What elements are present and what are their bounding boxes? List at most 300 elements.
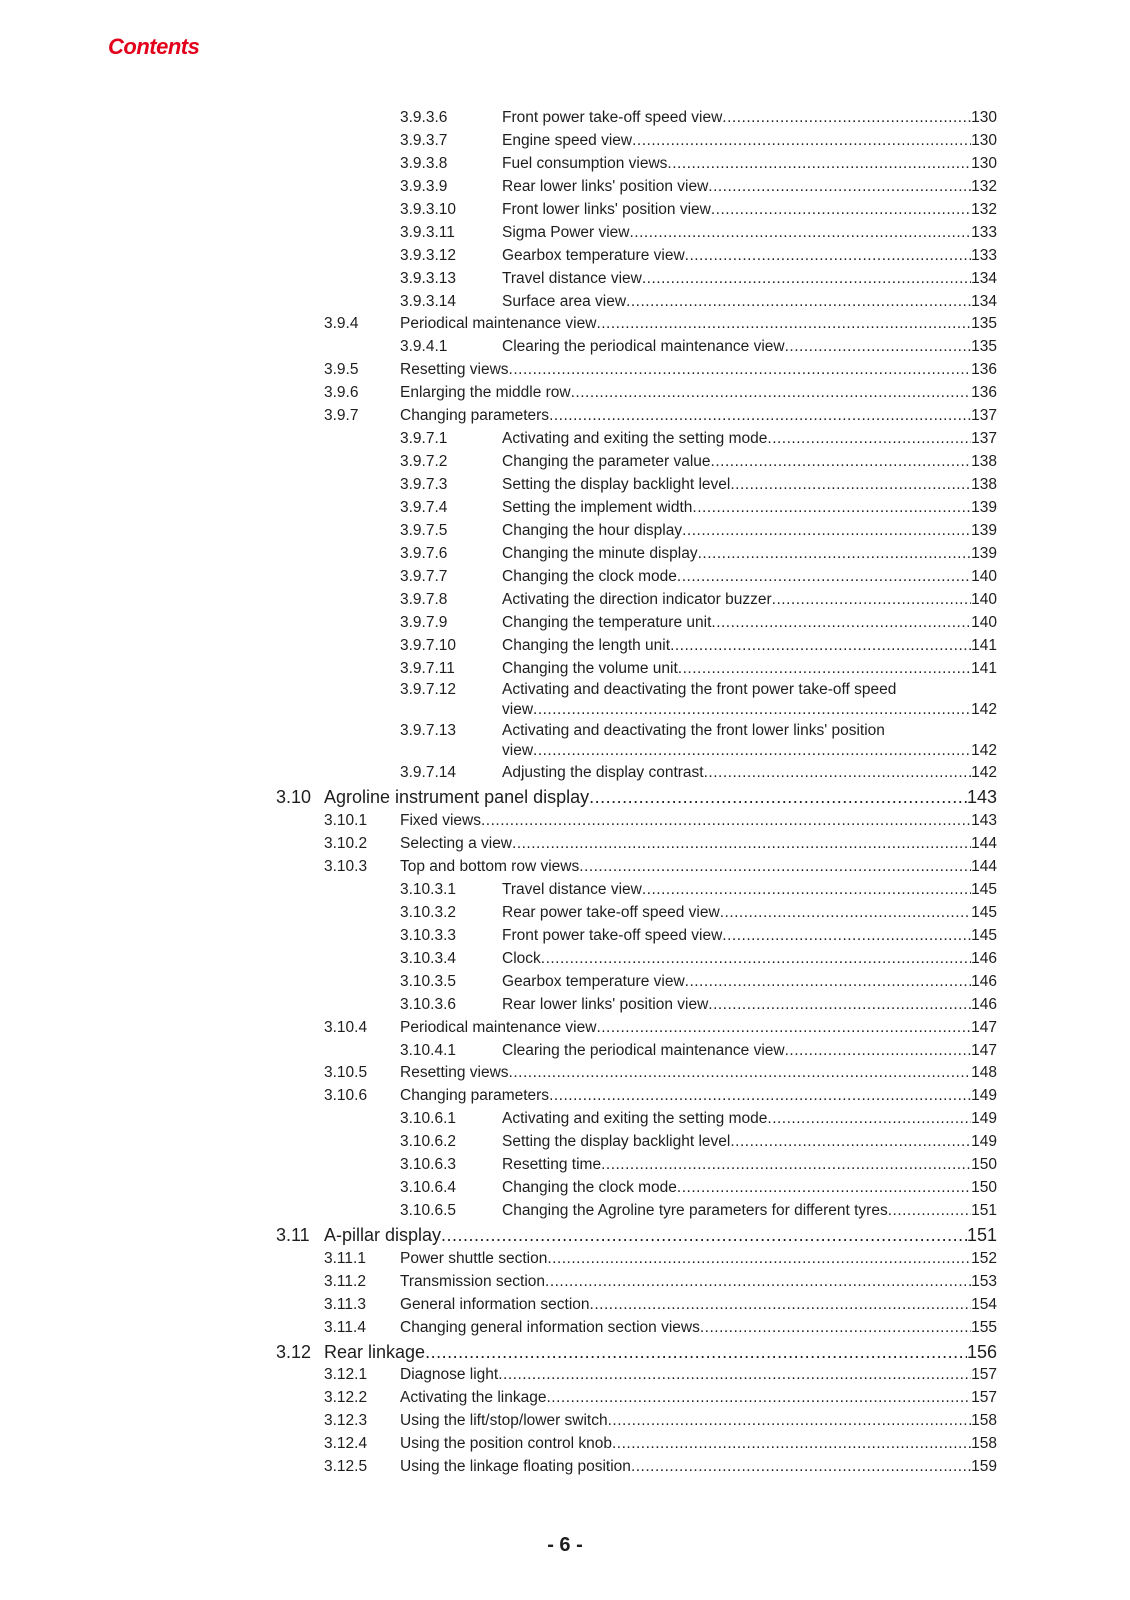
toc-entry[interactable]: [0, 589, 1130, 612]
toc-entry-title-text: Changing the hour display: [502, 521, 683, 539]
toc-entry-title-text: Rear linkage: [324, 1341, 426, 1362]
toc-entry[interactable]: [0, 405, 1130, 428]
toc-entry-number: 3.9.7.8: [400, 590, 448, 608]
toc-entry-number: 3.9.6: [324, 384, 359, 402]
toc-entry-title: [502, 336, 997, 359]
dot-leader: [612, 1433, 971, 1456]
toc-entry[interactable]: [0, 635, 1130, 658]
toc-entry-page: 142: [971, 742, 997, 760]
toc-entry-number: 3.12.5: [324, 1458, 368, 1476]
dot-leader: [481, 810, 971, 833]
dot-leader: [608, 1410, 972, 1433]
toc-entry-title: [502, 879, 997, 902]
toc-entry-number: 3.9.3.8: [400, 154, 448, 172]
dot-leader: [545, 1271, 971, 1294]
toc-entry[interactable]: [0, 612, 1130, 635]
toc-entry[interactable]: [0, 925, 1130, 948]
toc-entry-title: [502, 199, 997, 222]
dot-leader: [549, 1085, 971, 1108]
toc-entry[interactable]: [0, 1085, 1130, 1108]
toc-entry-title-text: Front power take-off speed view: [502, 926, 723, 944]
toc-entry-title-text: Changing the length unit: [502, 636, 671, 654]
toc-entry-page: 143: [971, 812, 997, 830]
toc-entry-title: [502, 925, 997, 948]
toc-entry-title: [324, 1223, 997, 1248]
toc-entry-title-text: Activating the linkage: [400, 1389, 547, 1407]
toc-entry-number: 3.10.3: [324, 858, 368, 876]
dot-leader: [642, 879, 971, 902]
toc-entry-page: 150: [971, 1179, 997, 1197]
toc-entry-page: 140: [971, 590, 997, 608]
toc-entry-page: 145: [971, 903, 997, 921]
toc-entry-number: 3.9.7: [324, 407, 359, 425]
toc-entry[interactable]: [0, 1108, 1130, 1131]
toc-entry-title-continuation: view: [502, 742, 534, 760]
toc-entry[interactable]: [0, 1131, 1130, 1154]
toc-entry-title: [502, 948, 997, 971]
dot-leader: [730, 474, 971, 497]
toc-entry-title: [502, 451, 997, 474]
toc-entry[interactable]: [0, 680, 1130, 721]
dot-leader: [541, 948, 971, 971]
toc-entry-page: 149: [971, 1133, 997, 1151]
toc-entry[interactable]: [0, 382, 1130, 405]
toc-entry-title: [400, 810, 997, 833]
toc-entry-title: [502, 428, 997, 451]
toc-entry[interactable]: [0, 176, 1130, 199]
toc-entry-page: 142: [971, 764, 997, 782]
toc-entry-page: 145: [971, 926, 997, 944]
toc-entry[interactable]: [0, 1433, 1130, 1456]
toc-entry-number: 3.9.7.10: [400, 636, 457, 654]
toc-entry-title: [502, 497, 997, 520]
toc-entry-title-text: Clock: [502, 949, 541, 967]
toc-entry[interactable]: [0, 268, 1130, 291]
dot-leader: [630, 222, 972, 245]
toc-entry-title: [502, 153, 997, 176]
toc-entry-page: 142: [971, 701, 997, 719]
dot-leader: [596, 1017, 971, 1040]
dot-leader: [698, 543, 972, 566]
toc-entry-title-text: Travel distance view: [502, 269, 642, 287]
toc-entry-page: 144: [971, 858, 997, 876]
toc-entry-title-text: Changing the temperature unit: [502, 613, 712, 631]
toc-entry-number: 3.10.3.4: [400, 949, 457, 967]
toc-entry[interactable]: [0, 1294, 1130, 1317]
dot-leader: [711, 451, 972, 474]
dot-leader: [720, 902, 971, 925]
toc-entry-title-text: Activating and exiting the setting mode: [502, 1110, 768, 1128]
toc-entry-title-text: Setting the display backlight level: [502, 476, 731, 493]
dot-leader: [549, 405, 971, 428]
toc-entry-number: 3.10.6.3: [400, 1156, 457, 1174]
toc-entry[interactable]: [0, 199, 1130, 222]
toc-entry[interactable]: [0, 543, 1130, 566]
toc-entry-title: [324, 1340, 997, 1365]
toc-entry-title-text: Changing the Agroline tyre parameters for different tyres: [502, 1202, 888, 1220]
dot-leader: [677, 566, 971, 589]
toc-entry-number: 3.9.7.11: [400, 659, 455, 677]
toc-entry-title-text: Front lower links' position view: [502, 200, 711, 218]
toc-entry[interactable]: [0, 130, 1130, 153]
toc-entry[interactable]: [0, 428, 1130, 451]
dot-leader: [441, 1223, 967, 1248]
toc-entry-title: [400, 1062, 997, 1085]
toc-entry-page: 147: [971, 1041, 997, 1059]
toc-entry[interactable]: [0, 359, 1130, 382]
toc-entry-title: [502, 612, 997, 635]
dot-leader: [509, 1062, 972, 1085]
toc-entry[interactable]: [0, 474, 1130, 497]
toc-entry-title: [400, 1248, 997, 1271]
toc-entry-number: 3.9.5: [324, 361, 359, 379]
dot-leader: [589, 785, 967, 810]
toc-entry-page: 141: [971, 659, 997, 677]
toc-entry-title-text: Fuel consumption views: [502, 154, 668, 172]
toc-entry-title-text: Changing the clock mode: [502, 567, 677, 585]
toc-entry-title-text: Changing the minute display: [502, 544, 698, 562]
toc-entry-title-text: Clearing the periodical maintenance view: [502, 1041, 785, 1059]
toc-entry-page: 140: [971, 613, 997, 631]
toc-entry-title: [502, 474, 997, 497]
toc-entry-title: [502, 291, 997, 314]
dot-leader: [425, 1340, 967, 1365]
toc-entry-title-text: Changing the volume unit: [502, 659, 678, 677]
dot-leader: [678, 658, 971, 681]
dot-leader: [685, 971, 971, 994]
toc-entry-title-text: Gearbox temperature view: [502, 246, 685, 264]
toc-entry-page: 154: [971, 1295, 997, 1313]
toc-entry-title-text: Selecting a view: [400, 835, 513, 853]
toc-entry-page: 139: [971, 521, 997, 539]
toc-entry-title: [324, 785, 997, 810]
toc-entry-page: 151: [971, 1202, 997, 1220]
toc-entry-page: 138: [971, 453, 997, 471]
toc-entry-page: 139: [971, 544, 997, 562]
dot-leader: [631, 1456, 971, 1479]
table-of-contents: [0, 107, 1130, 1479]
toc-entry-title: [502, 762, 997, 785]
toc-entry-number: 3.9.7.5: [400, 521, 448, 539]
toc-entry-title-text: Rear lower links' position view: [502, 995, 709, 1013]
toc-entry[interactable]: [0, 1223, 1130, 1248]
toc-entry-number: 3.9.3.14: [400, 292, 457, 310]
toc-entry-number: 3.12.3: [324, 1412, 368, 1430]
toc-entry-title-text: Using the linkage floating position: [400, 1458, 631, 1476]
toc-entry-page: 149: [971, 1110, 997, 1128]
toc-entry[interactable]: [0, 336, 1130, 359]
toc-entry[interactable]: [0, 721, 1130, 762]
toc-entry-number: 3.10.3.2: [400, 903, 457, 921]
toc-entry-page: 133: [971, 223, 997, 241]
dot-leader: [722, 925, 971, 948]
toc-entry-title: [502, 566, 997, 589]
toc-entry[interactable]: [0, 1317, 1130, 1340]
toc-entry-title: [502, 589, 997, 612]
toc-entry-title-text: Enlarging the middle row: [400, 384, 571, 402]
toc-entry-number: 3.10.4: [324, 1018, 368, 1036]
toc-entry-title-text: Using the position control knob: [400, 1435, 612, 1453]
toc-entry-page: 144: [971, 835, 997, 853]
toc-entry-number: 3.9.3.9: [400, 177, 448, 195]
dot-leader: [632, 130, 971, 153]
toc-entry-title: [400, 1017, 997, 1040]
toc-entry-title-text: Setting the implement width: [502, 498, 693, 516]
toc-entry-title-text: Activating the direction indicator buzzer: [502, 590, 772, 608]
toc-entry-title: [400, 1271, 997, 1294]
toc-entry[interactable]: [0, 658, 1130, 681]
toc-entry-number: 3.9.7.1: [400, 430, 448, 448]
toc-entry-page: 132: [971, 200, 997, 218]
toc-entry-title-text: Diagnose light: [400, 1366, 499, 1384]
toc-entry-number: 3.9.7.12: [400, 681, 457, 699]
toc-entry-number: 3.9.7.14: [400, 764, 457, 782]
toc-entry-title-text: Agroline instrument panel display: [324, 787, 590, 808]
toc-entry[interactable]: [0, 1177, 1130, 1200]
toc-entry-title-text: Rear power take-off speed view: [502, 903, 720, 921]
toc-entry-title: [400, 1085, 997, 1108]
toc-entry[interactable]: [0, 1017, 1130, 1040]
toc-entry-title-text: Top and bottom row views: [400, 858, 580, 876]
toc-entry-page: 132: [971, 177, 997, 195]
toc-entry-title: [502, 680, 997, 721]
toc-entry-title-line: Activating and deactivating the front lower links' position: [502, 722, 885, 740]
toc-entry[interactable]: [0, 879, 1130, 902]
toc-entry-title: [502, 994, 997, 1017]
dot-leader: [700, 1317, 971, 1340]
toc-entry-title: [502, 902, 997, 925]
dot-leader: [509, 359, 972, 382]
dot-leader: [579, 856, 971, 879]
toc-entry-title-text: Sigma Power view: [502, 223, 630, 241]
dot-leader: [704, 762, 972, 785]
toc-entry-number: 3.11.3: [324, 1295, 366, 1313]
toc-entry-number: 3.9.4.1: [400, 338, 448, 356]
toc-entry-number: 3.12.2: [324, 1389, 368, 1407]
toc-entry[interactable]: [0, 107, 1130, 130]
toc-entry-title: [400, 313, 997, 336]
toc-entry-number: 3.9.3.6: [400, 109, 448, 126]
toc-entry-title: [502, 520, 997, 543]
toc-entry[interactable]: [0, 497, 1130, 520]
dot-leader: [512, 833, 971, 856]
toc-entry-title: [502, 658, 997, 681]
toc-entry-title: [502, 1108, 997, 1131]
toc-entry-page: 135: [971, 338, 997, 356]
toc-entry-title-text: Resetting views: [400, 1064, 509, 1082]
toc-entry-title: [502, 245, 997, 268]
toc-entry[interactable]: [0, 313, 1130, 336]
toc-entry-title-text: Fixed views: [400, 812, 481, 830]
toc-entry-page: 146: [971, 995, 997, 1013]
toc-entry-title-text: Resetting views: [400, 361, 509, 379]
toc-entry-number: 3.10.3.1: [400, 880, 457, 898]
toc-entry-number: 3.9.7.13: [400, 722, 457, 740]
toc-entry-title: [400, 1294, 997, 1317]
toc-entry-number: 3.10.1: [324, 812, 368, 830]
toc-entry-page: 137: [971, 407, 997, 425]
toc-entry-title-text: Adjusting the display contrast: [502, 764, 704, 782]
toc-entry-page: 146: [971, 949, 997, 967]
toc-entry-page: 151: [966, 1225, 997, 1246]
toc-entry-title: [502, 268, 997, 291]
dot-leader: [533, 699, 971, 721]
toc-entry[interactable]: [0, 994, 1130, 1017]
toc-entry-title: [400, 1433, 997, 1456]
toc-entry-title-text: Rear lower links' position view: [502, 177, 709, 195]
toc-entry[interactable]: [0, 785, 1130, 810]
dot-leader: [667, 153, 971, 176]
dot-leader: [711, 612, 971, 635]
dot-leader: [626, 291, 971, 314]
dot-leader: [772, 589, 971, 612]
toc-entry-page: 139: [971, 498, 997, 516]
toc-entry-page: 158: [971, 1435, 997, 1453]
toc-entry-page: 149: [971, 1087, 997, 1105]
toc-entry-number: 3.9.7.4: [400, 498, 448, 516]
toc-entry-page: 134: [971, 269, 997, 287]
toc-entry-title-text: General information section: [400, 1295, 590, 1313]
toc-entry[interactable]: [0, 291, 1130, 314]
toc-entry[interactable]: [0, 1364, 1130, 1387]
dot-leader: [590, 1294, 972, 1317]
dot-leader: [571, 382, 972, 405]
toc-entry[interactable]: [0, 1456, 1130, 1479]
toc-entry-title: [502, 107, 997, 130]
toc-entry-number: 3.11.4: [324, 1318, 366, 1336]
toc-entry-title-text: Engine speed view: [502, 131, 633, 149]
toc-entry-title-line: Activating and deactivating the front power take-off speed: [502, 681, 897, 699]
toc-entry-page: 136: [971, 384, 997, 402]
toc-entry-page: 157: [971, 1389, 997, 1407]
toc-entry-page: 146: [971, 972, 997, 990]
toc-entry-number: 3.9.3.12: [400, 246, 457, 264]
dot-leader: [670, 635, 971, 658]
dot-leader: [708, 994, 971, 1017]
dot-leader: [685, 245, 971, 268]
dot-leader: [767, 1108, 971, 1131]
toc-entry-page: 145: [971, 880, 997, 898]
toc-entry-page: 148: [971, 1064, 997, 1082]
toc-entry[interactable]: [0, 1154, 1130, 1177]
toc-entry-page: 143: [966, 787, 997, 808]
toc-entry-page: 157: [971, 1366, 997, 1384]
toc-entry[interactable]: [0, 902, 1130, 925]
page-header-title: Contents: [108, 34, 200, 59]
toc-entry-number: 3.10.4.1: [400, 1041, 457, 1059]
toc-entry-title: [400, 359, 997, 382]
dot-leader: [767, 428, 971, 451]
toc-entry[interactable]: [0, 856, 1130, 879]
toc-entry[interactable]: [0, 948, 1130, 971]
toc-entry-title: [400, 1456, 997, 1479]
toc-entry-page: 141: [971, 636, 997, 654]
dot-leader: [596, 313, 971, 336]
toc-entry[interactable]: [0, 245, 1130, 268]
toc-entry-number: 3.10.6: [324, 1087, 368, 1105]
toc-entry-title: [400, 382, 997, 405]
toc-entry-title: [400, 1364, 997, 1387]
toc-entry[interactable]: [0, 971, 1130, 994]
toc-entry-title-text: Transmission section: [400, 1272, 546, 1290]
toc-entry-number: 3.10.2: [324, 835, 368, 853]
toc-entry-page: 158: [971, 1412, 997, 1430]
toc-entry-number: 3.9.3.13: [400, 269, 457, 287]
toc-entry[interactable]: [0, 153, 1130, 176]
dot-leader: [730, 1131, 971, 1154]
toc-entry[interactable]: [0, 520, 1130, 543]
toc-entry[interactable]: [0, 451, 1130, 474]
toc-entry-title: [502, 1154, 997, 1177]
toc-entry[interactable]: [0, 222, 1130, 245]
toc-entry-title: [502, 543, 997, 566]
toc-entry[interactable]: [0, 1387, 1130, 1410]
dot-leader: [722, 107, 971, 130]
dot-leader: [547, 1248, 971, 1271]
toc-entry-page: 133: [971, 246, 997, 264]
toc-entry[interactable]: [0, 1271, 1130, 1294]
toc-entry[interactable]: [0, 762, 1130, 785]
toc-entry-page: 130: [971, 109, 997, 126]
toc-entry-title-text: Gearbox temperature view: [502, 972, 685, 990]
toc-entry-title-text: Changing parameters: [400, 407, 550, 425]
toc-entry-page: 153: [971, 1272, 997, 1290]
toc-entry-title: [502, 222, 997, 245]
toc-entry-page: 130: [971, 131, 997, 149]
toc-entry[interactable]: [0, 1062, 1130, 1085]
dot-leader: [533, 740, 971, 762]
toc-entry[interactable]: [0, 1040, 1130, 1063]
toc-entry-title-text: Changing the clock mode: [502, 1179, 677, 1197]
toc-entry-number: 3.12.4: [324, 1435, 368, 1453]
toc-entry[interactable]: [0, 1410, 1130, 1433]
page-number: - 6 -: [547, 1534, 583, 1556]
toc-entry[interactable]: [0, 810, 1130, 833]
toc-entry-title: [400, 1410, 997, 1433]
toc-entry-title-text: Activating and exiting the setting mode: [502, 430, 768, 448]
toc-entry-page: 136: [971, 361, 997, 379]
dot-leader: [785, 1040, 972, 1063]
toc-entry[interactable]: [0, 566, 1130, 589]
toc-entry-page: 138: [971, 476, 997, 493]
toc-entry[interactable]: [0, 1340, 1130, 1365]
toc-entry-page: 140: [971, 567, 997, 585]
toc-entry-title: [400, 1387, 997, 1410]
toc-entry-number: 3.12.1: [324, 1366, 368, 1384]
toc-entry-page: 135: [971, 315, 997, 333]
toc-entry[interactable]: [0, 833, 1130, 856]
toc-entry-number: 3.9.3.10: [400, 200, 457, 218]
toc-entry-page: 137: [971, 430, 997, 448]
toc-entry-title: [502, 1040, 997, 1063]
toc-entry-title-text: Changing parameters: [400, 1087, 550, 1105]
toc-entry-page: 147: [971, 1018, 997, 1036]
toc-entry-title-text: Using the lift/stop/lower switch: [400, 1412, 608, 1430]
toc-entry[interactable]: [0, 1248, 1130, 1271]
toc-entry-title: [502, 130, 997, 153]
toc-entry-number: 3.9.7.3: [400, 476, 448, 493]
dot-leader: [546, 1387, 971, 1410]
toc-entry-number: 3.9.7.2: [400, 453, 448, 471]
toc-entry-title: [400, 1317, 997, 1340]
toc-entry[interactable]: [0, 1200, 1130, 1223]
toc-entry-title: [502, 1177, 997, 1200]
toc-entry-number: 3.10.6.2: [400, 1133, 457, 1151]
toc-entry-title-text: Surface area view: [502, 292, 627, 310]
toc-entry-title-text: Changing general information section views: [400, 1318, 700, 1336]
toc-entry-number: 3.9.3.11: [400, 223, 455, 241]
toc-entry-title-text: Periodical maintenance view: [400, 315, 597, 333]
